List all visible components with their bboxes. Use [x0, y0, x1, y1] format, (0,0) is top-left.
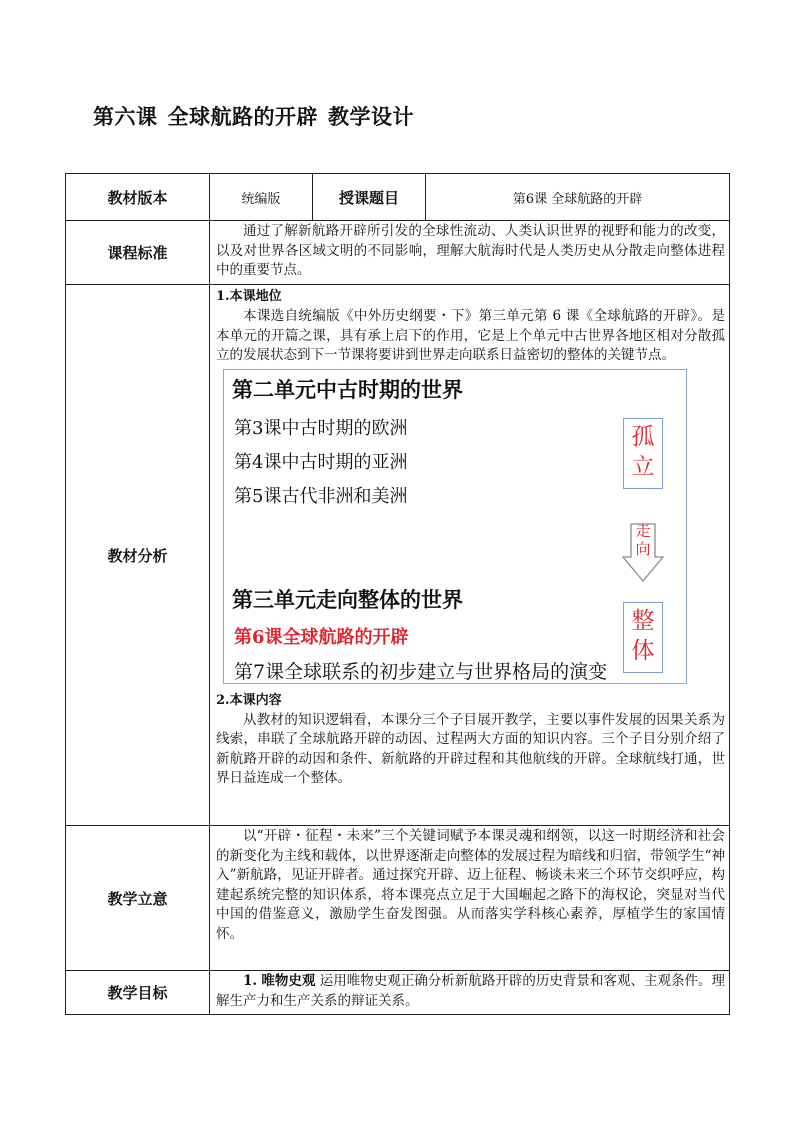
tag-whole [623, 602, 663, 673]
diagram-unit2-title: 第二单元中古时期的世界 [232, 376, 463, 402]
curriculum-standard-text: 通过了解新航路开辟所引发的全球性流动、人类认识世界的视野和能力的改变，以及对世界各区域文明的不同影响，理解大航海时代是人类历史从分散走向整体进程中的重要节点。 [216, 223, 725, 278]
goal-text: 运用唯物史观正确分析新航路开辟的历史背景和客观、主观条件。理解生产力和生产关系的辩证关系。 [216, 973, 726, 1009]
title-topic: 全球航路的开辟 [167, 105, 318, 129]
label-teaching-intent: 教学立意 [66, 826, 210, 971]
tag-isolated-char-1: 孤 [631, 423, 655, 450]
cell-curriculum-standard [210, 221, 730, 285]
goal-key: 唯物史观 [261, 973, 316, 989]
tag-whole-char-2: 体 [631, 637, 655, 664]
unit-structure-diagram [223, 369, 687, 684]
section-heading-position: 1.本课地位 [216, 289, 282, 304]
diagram-unit2-lesson-5: 第5课古代非洲和美洲 [234, 485, 408, 507]
lesson-plan-table [65, 173, 730, 1015]
label-teaching-goals: 教学目标 [66, 971, 210, 1015]
label-textbook-analysis: 教材分析 [66, 285, 210, 826]
section-text-content: 从教材的知识逻辑看，本课分三个子目展开教学，主要以事件发展的因果关系为线索，串联了全球航路开辟的动因、过程两大方面的知识内容。三个子目分别介绍了新航路开辟的动因和条件、新航路的开辟过程和其他航线的开辟。全球航线打通，世界日益连成一个整体。 [216, 711, 725, 786]
diagram-unit3-lesson-6: 第6课全球航路的开辟 [234, 626, 409, 648]
diagram-unit2-lesson-3: 第3课中古时期的欧洲 [234, 417, 408, 439]
teaching-goal-item [210, 971, 729, 1011]
arrow-label [635, 522, 651, 558]
cell-teaching-intent [210, 826, 730, 971]
section-heading-content: 2.本课内容 [216, 692, 282, 708]
title-suffix: 教学设计 [328, 105, 414, 129]
cell-textbook-analysis [210, 285, 730, 826]
diagram-unit3-lesson-7: 第7课全球联系的初步建立与世界格局的演变 [234, 660, 608, 683]
arrow-label-char-2: 向 [635, 539, 651, 558]
row-edition [66, 174, 730, 221]
goal-number: 1. [243, 973, 258, 989]
label-topic: 授课题目 [313, 174, 426, 221]
value-topic: 第6课 全球航路的开辟 [426, 174, 730, 221]
diagram-unit3-title: 第三单元走向整体的世界 [232, 586, 463, 612]
document-title [93, 101, 414, 131]
row-textbook-analysis [66, 285, 730, 826]
tag-isolated [623, 418, 663, 489]
value-edition: 统编版 [210, 174, 313, 221]
row-teaching-goals [66, 971, 730, 1015]
row-teaching-intent [66, 826, 730, 971]
section-text-position: 本课选自统编版《中外历史纲要・下》第三单元第 6 课《全球航路的开辟》。是本单元的开篇之课，具有承上启下的作用，它是上个单元中古世界各地区相对分散孤立的发展状态到下一节课将要讲到世界走向联系日益密切的整体的关键节点。 [216, 308, 725, 363]
label-curriculum-standard: 课程标准 [66, 221, 210, 285]
tag-isolated-char-2: 立 [631, 453, 655, 480]
row-curriculum-standard [66, 221, 730, 285]
tag-whole-char-1: 整 [631, 607, 655, 634]
teaching-intent-text: 以“开辟・征程・未来”三个关键词赋予本课灵魂和纲领，以这一时期经济和社会的新变化为主线和载体，以世界逐渐走向整体的发展过程为暗线和归宿，带领学生“神入”新航路，见证开辟者。通过探究开辟、迈上征程、畅谈未来三个环节交织呼应，构建起系统完整的知识体系，将本课亮点立足于大国崛起之路下的海权论，突显对当代中国的借鉴意义，激励学生奋发图强。从而落实学科核心素养，厚植学生的家国情怀。 [216, 828, 725, 942]
arrow-label-char-1: 走 [635, 521, 651, 540]
label-edition: 教材版本 [66, 174, 210, 221]
diagram-unit2-lesson-4: 第4课中古时期的亚洲 [234, 451, 408, 473]
cell-teaching-goals [210, 971, 730, 1015]
title-lesson: 第六课 [93, 105, 158, 129]
